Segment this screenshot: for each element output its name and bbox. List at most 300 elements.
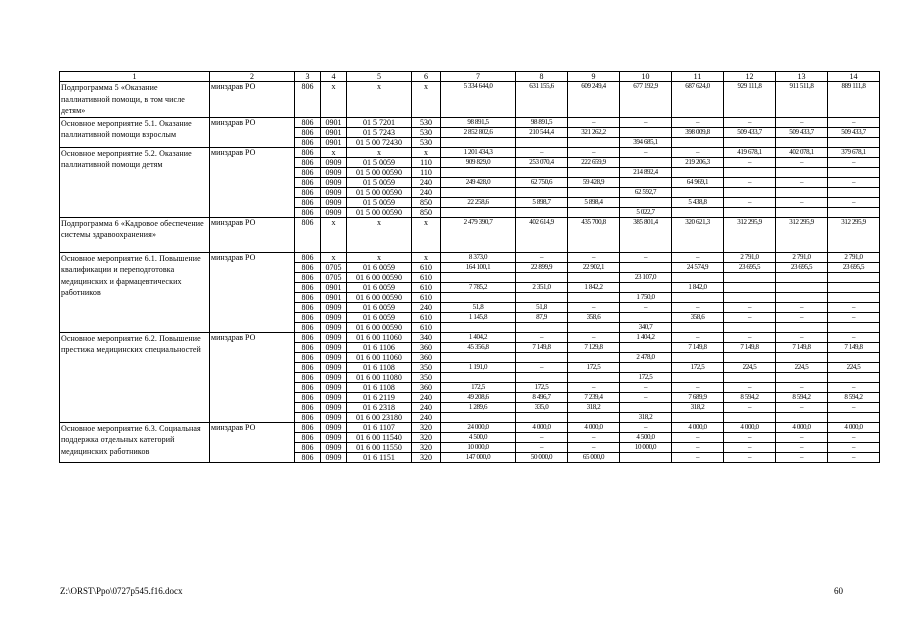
table-cell: 5 898,4: [568, 197, 620, 207]
table-cell: 4 000,0: [724, 422, 776, 432]
table-cell: 214 892,4: [620, 167, 672, 177]
table-cell: –: [776, 332, 828, 342]
table-cell: [724, 207, 776, 217]
table-row: [60, 217, 880, 252]
table-cell: 0909: [321, 157, 347, 167]
table-cell: 312 295,9: [724, 217, 776, 252]
table-cell: 253 070,4: [516, 157, 568, 167]
table-cell: 01 6 00 23180: [347, 412, 412, 422]
table-cell: –: [568, 302, 620, 312]
table-cell: [516, 272, 568, 282]
table-cell: [828, 372, 880, 382]
table-cell: [568, 272, 620, 282]
table-cell: 01 5 00 00590: [347, 207, 412, 217]
table-cell: –: [672, 442, 724, 452]
table-row: [60, 82, 880, 118]
table-cell: [828, 167, 880, 177]
table-cell: –: [776, 312, 828, 322]
table-cell: 147 000,0: [441, 452, 516, 462]
table-cell: –: [620, 252, 672, 262]
table-cell: x: [347, 82, 412, 118]
program-description: Подпрограмма 6 «Кадровое обеспечение системы здравоохранения»: [60, 217, 210, 252]
table-cell: 164 100,1: [441, 262, 516, 272]
table-cell: –: [568, 252, 620, 262]
table-cell: [568, 412, 620, 422]
table-cell: 1 842,0: [672, 282, 724, 292]
table-cell: [672, 322, 724, 332]
table-cell: [441, 187, 516, 197]
table-row: [60, 147, 880, 157]
table-cell: 806: [295, 127, 321, 137]
table-cell: 224,5: [776, 362, 828, 372]
table-cell: –: [776, 302, 828, 312]
column-header: 10: [620, 72, 672, 82]
table-cell: 806: [295, 332, 321, 342]
table-cell: 0909: [321, 452, 347, 462]
table-cell: 01 6 0059: [347, 312, 412, 322]
table-cell: –: [672, 117, 724, 127]
table-cell: 806: [295, 167, 321, 177]
table-cell: 65 000,0: [568, 452, 620, 462]
table-cell: 0909: [321, 422, 347, 432]
table-cell: 0909: [321, 312, 347, 322]
table-cell: –: [724, 157, 776, 167]
table-cell: 0909: [321, 342, 347, 352]
table-cell: 509 433,7: [828, 127, 880, 137]
table-cell: 806: [295, 272, 321, 282]
table-cell: 0909: [321, 352, 347, 362]
column-header: 3: [295, 72, 321, 82]
table-cell: –: [776, 402, 828, 412]
table-cell: 64 969,1: [672, 177, 724, 187]
table-cell: 240: [412, 302, 441, 312]
table-cell: 509 433,7: [776, 127, 828, 137]
table-cell: [828, 292, 880, 302]
table-cell: 318,2: [568, 402, 620, 412]
table-cell: [620, 262, 672, 272]
table-cell: 4 000,0: [672, 422, 724, 432]
program-description: Подпрограмма 5 «Оказание паллиативной помощи, в том числе детям»: [60, 82, 210, 118]
table-cell: 610: [412, 322, 441, 332]
table-cell: 7 149,8: [724, 342, 776, 352]
table-cell: 01 6 00 11080: [347, 372, 412, 382]
table-cell: 806: [295, 252, 321, 262]
table-cell: 419 678,1: [724, 147, 776, 157]
table-cell: –: [776, 442, 828, 452]
table-cell: [672, 412, 724, 422]
table-cell: 5 438,8: [672, 197, 724, 207]
table-cell: 1 750,0: [620, 292, 672, 302]
table-cell: x: [347, 147, 412, 157]
table-cell: 530: [412, 117, 441, 127]
table-cell: [776, 207, 828, 217]
table-cell: [828, 207, 880, 217]
column-header: 7: [441, 72, 516, 82]
table-cell: –: [620, 422, 672, 432]
table-cell: 677 192,9: [620, 82, 672, 118]
table-cell: [724, 322, 776, 332]
table-cell: 318,2: [620, 412, 672, 422]
table-cell: 22 902,1: [568, 262, 620, 272]
table-cell: 909 829,0: [441, 157, 516, 167]
table-cell: [568, 292, 620, 302]
table-cell: 806: [295, 372, 321, 382]
table-cell: [724, 292, 776, 302]
executor-cell: минздрав РО: [210, 217, 295, 252]
table-cell: 7 785,2: [441, 282, 516, 292]
budget-table: [59, 71, 880, 463]
table-cell: –: [672, 452, 724, 462]
table-cell: –: [672, 147, 724, 157]
table-cell: 01 6 00 00590: [347, 292, 412, 302]
table-cell: 1 289,6: [441, 402, 516, 412]
executor-cell: минздрав РО: [210, 82, 295, 118]
table-cell: 01 5 00 00590: [347, 167, 412, 177]
table-cell: [776, 412, 828, 422]
table-cell: 4 000,0: [516, 422, 568, 432]
table-cell: 2 351,0: [516, 282, 568, 292]
table-cell: 610: [412, 272, 441, 282]
table-cell: 01 5 0059: [347, 177, 412, 187]
table-cell: 2 791,0: [828, 252, 880, 262]
table-cell: [672, 207, 724, 217]
table-cell: 210 544,4: [516, 127, 568, 137]
table-cell: x: [321, 252, 347, 262]
table-cell: 7 129,8: [568, 342, 620, 352]
table-cell: –: [828, 117, 880, 127]
table-cell: –: [672, 252, 724, 262]
table-cell: [516, 207, 568, 217]
table-cell: [724, 272, 776, 282]
table-cell: 5 022,7: [620, 207, 672, 217]
table-cell: 1 145,8: [441, 312, 516, 322]
table-cell: 0705: [321, 262, 347, 272]
table-cell: [441, 292, 516, 302]
table-cell: [828, 352, 880, 362]
table-cell: 806: [295, 147, 321, 157]
table-cell: 806: [295, 452, 321, 462]
table-cell: 806: [295, 177, 321, 187]
table-cell: x: [347, 252, 412, 262]
table-cell: [441, 137, 516, 147]
table-cell: 806: [295, 392, 321, 402]
table-cell: –: [776, 452, 828, 462]
table-cell: 318,2: [672, 402, 724, 412]
table-cell: –: [724, 302, 776, 312]
table-cell: 610: [412, 312, 441, 322]
column-header: 1: [60, 72, 210, 82]
column-header: 2: [210, 72, 295, 82]
table-cell: [776, 187, 828, 197]
table-cell: [516, 322, 568, 332]
column-header: 13: [776, 72, 828, 82]
table-cell: 806: [295, 382, 321, 392]
table-cell: [620, 342, 672, 352]
page-number: 60: [834, 586, 843, 596]
table-cell: 172,5: [672, 362, 724, 372]
table-cell: [441, 412, 516, 422]
table-cell: 01 6 1108: [347, 382, 412, 392]
table-cell: 806: [295, 282, 321, 292]
table-cell: –: [568, 382, 620, 392]
table-cell: –: [724, 432, 776, 442]
table-cell: –: [516, 147, 568, 157]
table-cell: 219 206,3: [672, 157, 724, 167]
table-cell: 0909: [321, 167, 347, 177]
table-cell: –: [672, 432, 724, 442]
table-cell: 23 695,5: [776, 262, 828, 272]
table-cell: x: [412, 217, 441, 252]
table-cell: –: [828, 312, 880, 322]
table-cell: 01 5 00 00590: [347, 187, 412, 197]
table-cell: –: [620, 147, 672, 157]
table-cell: –: [516, 252, 568, 262]
table-cell: [828, 272, 880, 282]
table-cell: [516, 352, 568, 362]
table-cell: 929 111,8: [724, 82, 776, 118]
table-cell: 631 155,6: [516, 82, 568, 118]
table-cell: [776, 282, 828, 292]
table-cell: [516, 292, 568, 302]
table-cell: 87,9: [516, 312, 568, 322]
table-cell: x: [321, 82, 347, 118]
table-cell: [516, 187, 568, 197]
table-cell: 0909: [321, 177, 347, 187]
table-cell: 806: [295, 137, 321, 147]
table-cell: 01 6 1108: [347, 362, 412, 372]
table-cell: 240: [412, 177, 441, 187]
table-cell: 320: [412, 452, 441, 462]
table-cell: –: [672, 382, 724, 392]
program-description: Основное мероприятие 5.1. Оказание паллиативной помощи взрослым: [60, 117, 210, 147]
table-cell: 1 842,2: [568, 282, 620, 292]
table-cell: 0909: [321, 207, 347, 217]
table-cell: –: [620, 392, 672, 402]
table-cell: 01 5 00 72430: [347, 137, 412, 147]
table-cell: 110: [412, 157, 441, 167]
table-cell: 45 356,8: [441, 342, 516, 352]
table-cell: [724, 352, 776, 362]
table-cell: 806: [295, 187, 321, 197]
table-cell: 1 201 434,3: [441, 147, 516, 157]
table-cell: 7 689,9: [672, 392, 724, 402]
table-cell: [620, 402, 672, 412]
table-cell: 2 478,0: [620, 352, 672, 362]
table-cell: 24 000,0: [441, 422, 516, 432]
table-cell: 850: [412, 207, 441, 217]
table-cell: 0909: [321, 302, 347, 312]
table-cell: [441, 352, 516, 362]
table-cell: 7 149,8: [776, 342, 828, 352]
document-path: Z:\ORST\Ppo\0727p545.f16.docx: [60, 586, 183, 596]
table-cell: 7 149,8: [516, 342, 568, 352]
table-cell: [828, 137, 880, 147]
table-cell: 806: [295, 117, 321, 127]
table-cell: 172,5: [620, 372, 672, 382]
executor-cell: минздрав РО: [210, 117, 295, 147]
table-cell: 402 614,9: [516, 217, 568, 252]
table-cell: –: [776, 382, 828, 392]
table-cell: x: [321, 147, 347, 157]
table-cell: 806: [295, 312, 321, 322]
table-cell: [724, 282, 776, 292]
table-cell: 01 6 1107: [347, 422, 412, 432]
table-cell: 59 428,9: [568, 177, 620, 187]
table-cell: [620, 312, 672, 322]
table-cell: [672, 292, 724, 302]
table-cell: –: [828, 432, 880, 442]
table-cell: 1 404,2: [620, 332, 672, 342]
table-cell: [776, 167, 828, 177]
table-cell: –: [724, 197, 776, 207]
table-cell: [568, 207, 620, 217]
table-cell: –: [828, 402, 880, 412]
table-cell: 1 191,0: [441, 362, 516, 372]
table-cell: 24 574,9: [672, 262, 724, 272]
table-cell: 4 000,0: [828, 422, 880, 432]
table-cell: 340,7: [620, 322, 672, 332]
table-cell: [516, 412, 568, 422]
table-cell: [441, 207, 516, 217]
table-cell: 8 594,2: [776, 392, 828, 402]
table-cell: 320: [412, 422, 441, 432]
table-cell: [568, 167, 620, 177]
table-cell: 806: [295, 82, 321, 118]
table-cell: –: [516, 362, 568, 372]
table-cell: 98 891,5: [516, 117, 568, 127]
table-cell: 806: [295, 342, 321, 352]
table-cell: [568, 352, 620, 362]
table-cell: [724, 187, 776, 197]
table-cell: 806: [295, 412, 321, 422]
table-cell: 609 249,4: [568, 82, 620, 118]
table-cell: 806: [295, 362, 321, 372]
table-row: [60, 252, 880, 262]
table-cell: 0909: [321, 402, 347, 412]
table-cell: [776, 352, 828, 362]
program-description: Основное мероприятие 6.3. Социальная поддержка отдельных категорий медицинских работников: [60, 422, 210, 462]
table-cell: 23 695,5: [828, 262, 880, 272]
table-cell: 850: [412, 197, 441, 207]
table-cell: 806: [295, 322, 321, 332]
table-cell: [776, 322, 828, 332]
table-cell: 7 149,8: [672, 342, 724, 352]
table-cell: 358,6: [672, 312, 724, 322]
table-cell: 110: [412, 167, 441, 177]
table-cell: 0901: [321, 127, 347, 137]
table-cell: 360: [412, 382, 441, 392]
table-cell: [568, 187, 620, 197]
table-cell: 0909: [321, 362, 347, 372]
program-description: Основное мероприятие 5.2. Оказание паллиативной помощи детям: [60, 147, 210, 217]
table-cell: 8 373,0: [441, 252, 516, 262]
table-cell: 01 6 00 11060: [347, 332, 412, 342]
table-cell: 320: [412, 432, 441, 442]
table-cell: 51,8: [441, 302, 516, 312]
table-cell: 360: [412, 342, 441, 352]
table-cell: x: [412, 82, 441, 118]
table-cell: 01 6 2119: [347, 392, 412, 402]
table-cell: [672, 187, 724, 197]
table-cell: –: [516, 332, 568, 342]
table-cell: 10 000,0: [620, 442, 672, 452]
table-cell: 49 208,6: [441, 392, 516, 402]
table-cell: 4 500,0: [441, 432, 516, 442]
table-cell: [724, 137, 776, 147]
table-cell: 806: [295, 217, 321, 252]
table-cell: 240: [412, 392, 441, 402]
table-cell: –: [828, 452, 880, 462]
table-cell: 0909: [321, 382, 347, 392]
table-cell: [620, 127, 672, 137]
table-cell: 62 592,7: [620, 187, 672, 197]
table-cell: 889 111,8: [828, 82, 880, 118]
table-cell: [828, 322, 880, 332]
column-header: 8: [516, 72, 568, 82]
table-cell: 8 594,2: [828, 392, 880, 402]
table-cell: 0909: [321, 392, 347, 402]
table-cell: 22 899,9: [516, 262, 568, 272]
table-cell: –: [724, 332, 776, 342]
column-header: 5: [347, 72, 412, 82]
table-cell: 340: [412, 332, 441, 342]
table-cell: 398 009,8: [672, 127, 724, 137]
table-cell: –: [672, 302, 724, 312]
table-cell: 222 659,9: [568, 157, 620, 167]
table-cell: 8 594,2: [724, 392, 776, 402]
table-cell: [441, 322, 516, 332]
table-cell: 0909: [321, 332, 347, 342]
table-cell: [620, 452, 672, 462]
table-cell: [620, 157, 672, 167]
table-cell: –: [724, 177, 776, 187]
table-cell: [828, 412, 880, 422]
table-cell: 385 801,4: [620, 217, 672, 252]
table-cell: 23 695,5: [724, 262, 776, 272]
table-cell: 0909: [321, 187, 347, 197]
table-cell: 51,8: [516, 302, 568, 312]
table-cell: [441, 372, 516, 382]
table-cell: [724, 372, 776, 382]
table-cell: 5 334 644,0: [441, 82, 516, 118]
table-cell: [568, 372, 620, 382]
table-cell: 806: [295, 157, 321, 167]
table-cell: 806: [295, 262, 321, 272]
table-cell: –: [776, 177, 828, 187]
table-cell: [441, 167, 516, 177]
table-cell: [672, 272, 724, 282]
table-cell: 0909: [321, 322, 347, 332]
table-cell: –: [724, 382, 776, 392]
table-cell: 01 6 0059: [347, 262, 412, 272]
table-cell: x: [412, 147, 441, 157]
table-cell: 321 262,2: [568, 127, 620, 137]
table-cell: 01 6 00 00590: [347, 322, 412, 332]
table-cell: 509 433,7: [724, 127, 776, 137]
table-cell: –: [828, 382, 880, 392]
table-cell: 0909: [321, 442, 347, 452]
table-cell: 23 107,0: [620, 272, 672, 282]
table-cell: 0909: [321, 432, 347, 442]
table-cell: [568, 322, 620, 332]
table-cell: 2 479 390,7: [441, 217, 516, 252]
table-cell: [441, 272, 516, 282]
table-cell: 394 685,1: [620, 137, 672, 147]
table-cell: –: [724, 452, 776, 462]
table-cell: 358,6: [568, 312, 620, 322]
header-row: [60, 72, 880, 82]
table-cell: [568, 137, 620, 147]
